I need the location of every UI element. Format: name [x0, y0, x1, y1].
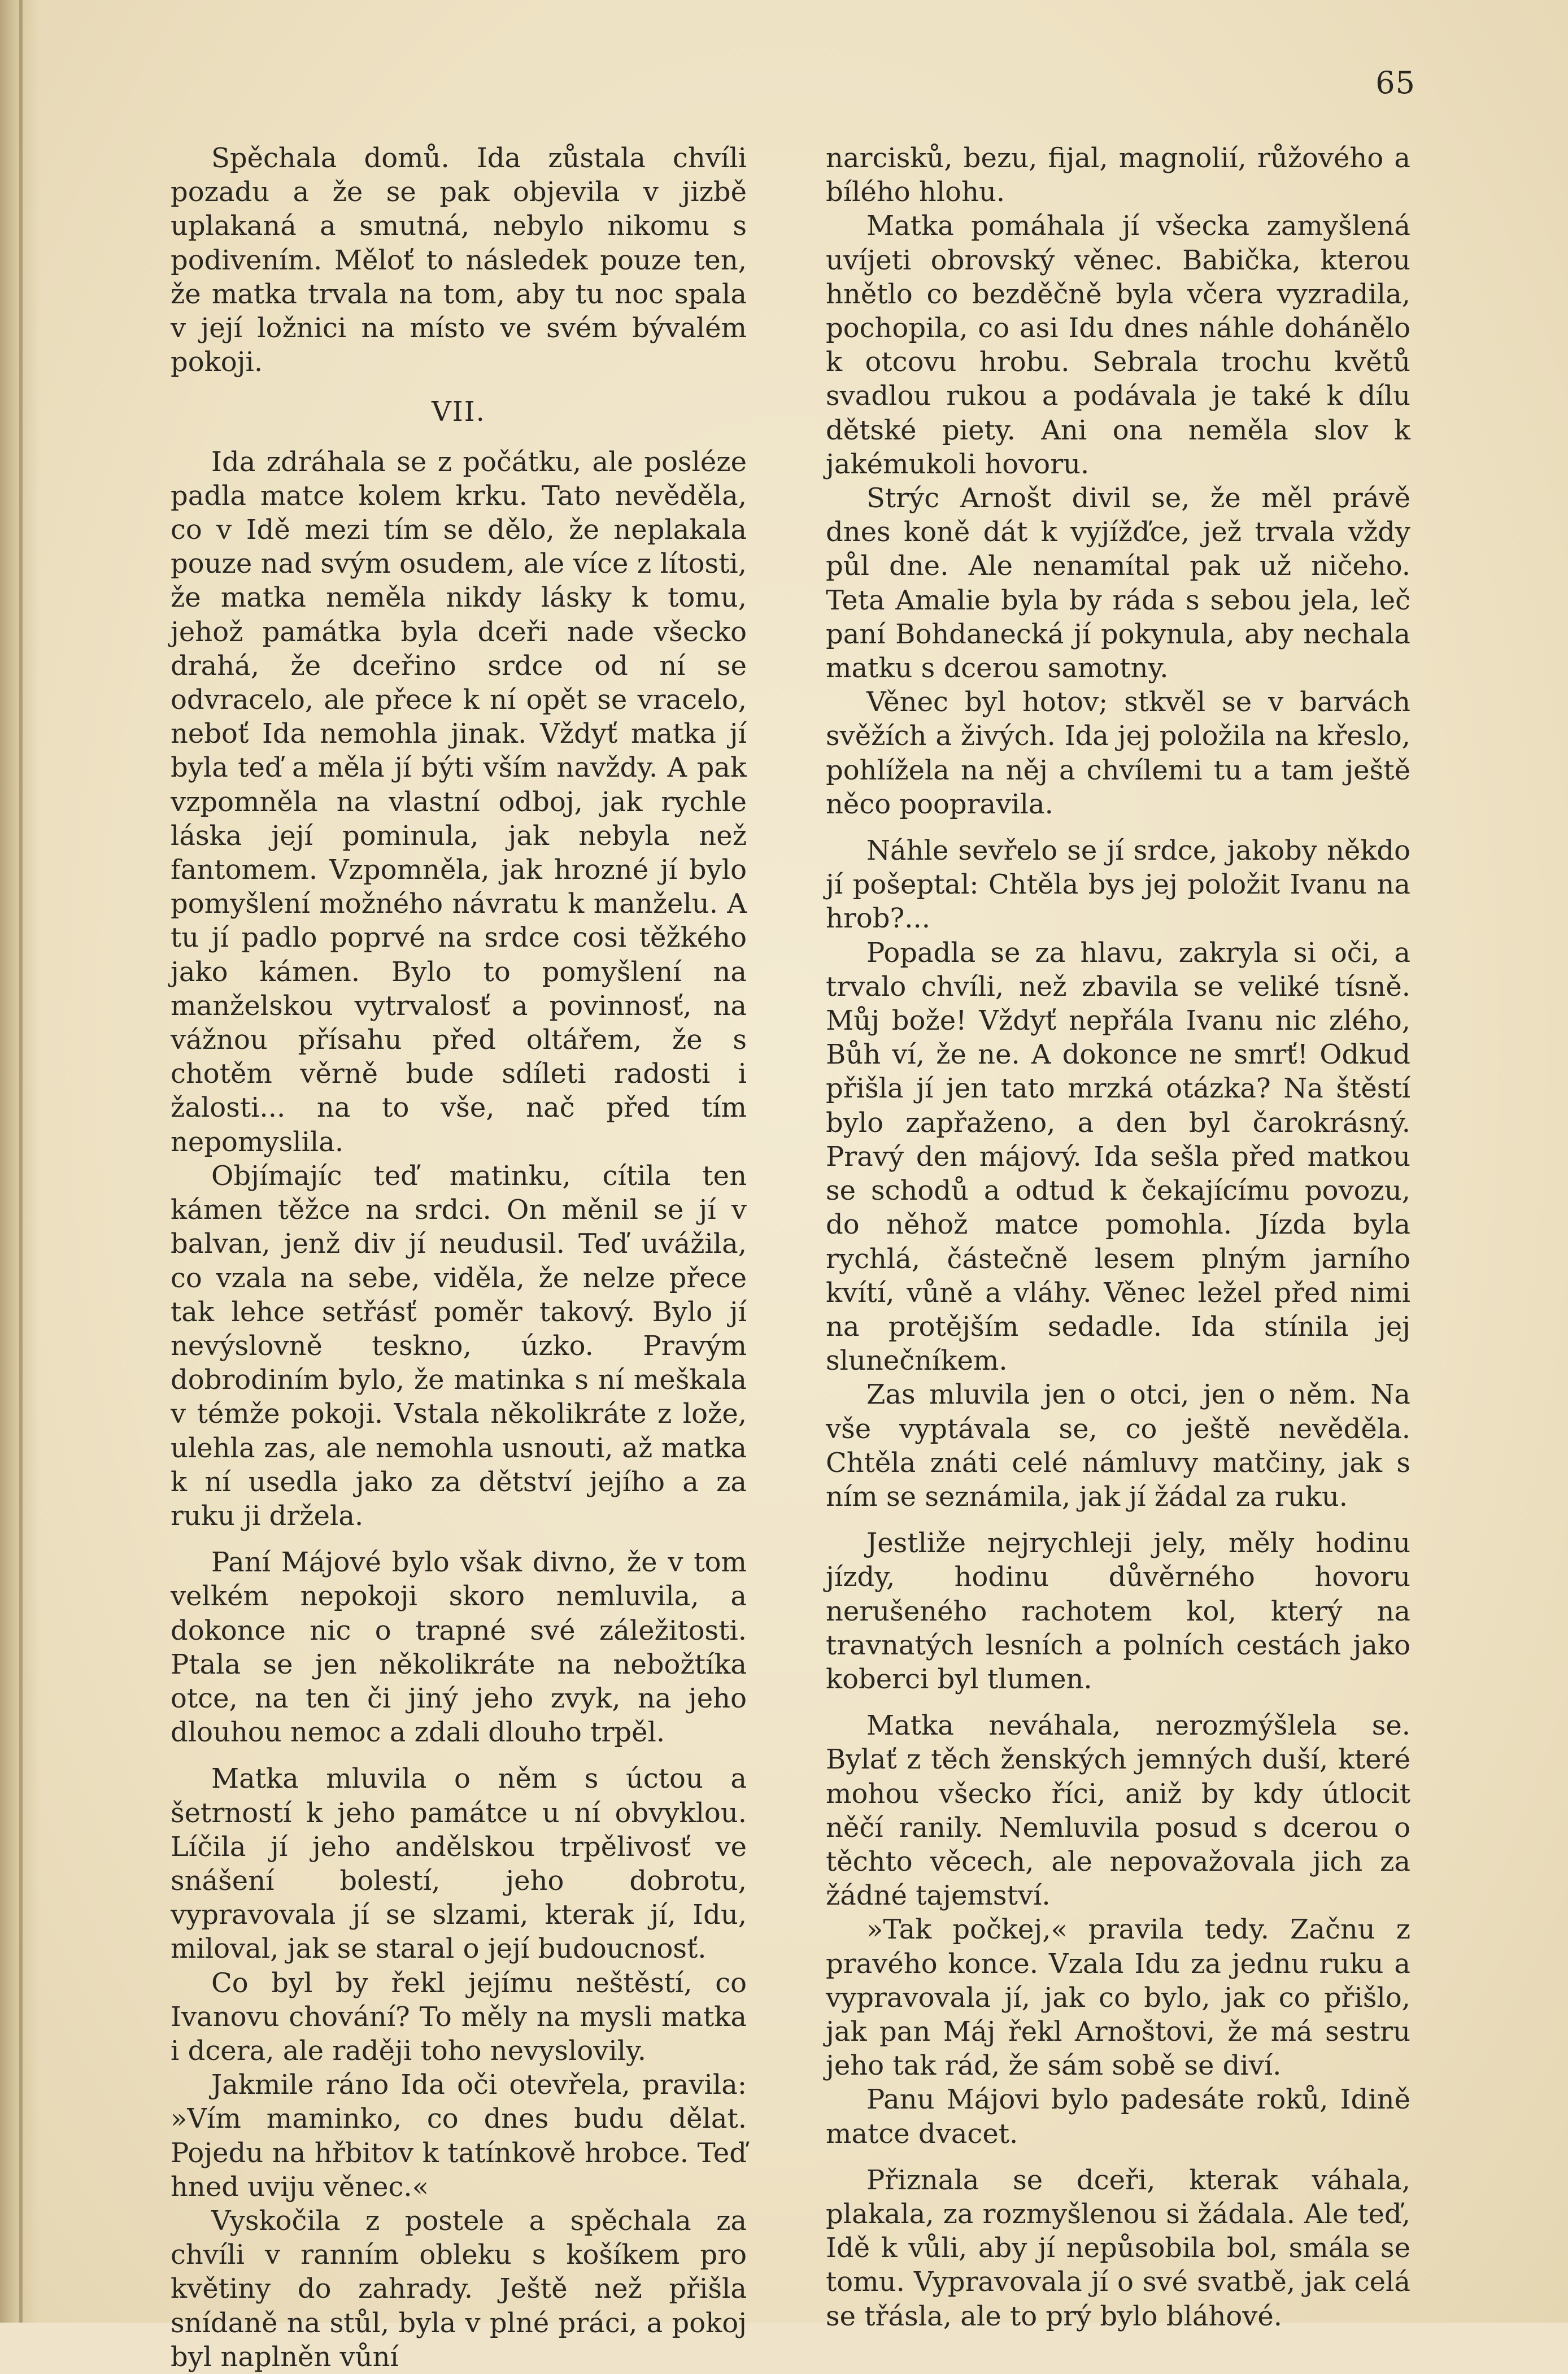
- chapter-heading: VII.: [432, 396, 486, 428]
- paragraph: Ida zdráhala se z počátku, ale posléze padla matce kolem krku. Tato nevěděla, co v Idě mezi tím se dělo, že neplakala pouze nad svým osudem, ale více z lítosti, že matka neměla nikdy lásky k tomu, jehož památka byla dceři nade všecko drahá, že dceřino srdce od ní se odvracelo, ale přece k ní opět se vracelo, neboť Ida nemohla jinak. Vždyť matka jí byla teď a měla jí býti vším navždy. A pak vzpomněla na vlastní odboj, jak rychle láska její pominula, jak nebyla než fantomem. Vzpomněla, jak hrozné jí bylo pomyšlení možného návratu k manželu. A tu jí padlo poprvé na srdce cosi těžkého jako kámen. Bylo to pomyšlení na manželskou vytrvalosť a povinnosť, na vážnou přísahu před oltářem, že s chotěm věrně bude sdíleti radosti i žalosti... na to vše, nač před tím nepomyslila.: [171, 446, 747, 1158]
- paragraph: Věnec byl hotov; stkvěl se v barvách svěžích a živých. Ida jej položila na křeslo, pohlížela na něj a chvílemi tu a tam ještě něco poopravila.: [826, 686, 1410, 820]
- paragraph: Strýc Arnošt divil se, že měl právě dnes koně dát k vyjížďce, jež trvala vždy půl dne. Ale nenamítal pak už ničeho. Teta Amalie byla by ráda s sebou jela, leč paní Bohdanecká jí pokynula, aby nechala matku s dcerou samotny.: [826, 482, 1410, 685]
- page-binding-line: [19, 0, 23, 2323]
- paragraph: Paní Májové bylo však divno, že v tom velkém nepokoji skoro nemluvila, a dokonce nic o trapné své záležitosti. Ptala se jen několikráte na nebožtíka otce, na ten či jiný jeho zvyk, na jeho dlouhou nemoc a zdali dlouho trpěl.: [171, 1547, 747, 1749]
- paragraph: Jestliže nejrychleji jely, měly hodinu jízdy, hodinu důvěrného hovoru nerušeného rachotem kol, který na travnatých lesních a polních cestách jako koberci byl tlumen.: [826, 1527, 1410, 1695]
- paragraph: Matka pomáhala jí všecka zamyšlená uvíjeti obrovský věnec. Babička, kterou hnětlo co bezděčně byla včera vyzradila, pochopila, co asi Idu dnes náhle dohánělo k otcovu hrobu. Sebrala trochu květů svadlou rukou a podávala je také k dílu dětské piety. Ani ona neměla slov k jakémukoli hovoru.: [826, 210, 1410, 480]
- paragraph: Náhle sevřelo se jí srdce, jakoby někdo jí pošeptal: Chtěla bys jej položit Ivanu na hrob?...: [826, 835, 1410, 935]
- paragraph: Spěchala domů. Ida zůstala chvíli pozadu a že se pak objevila v jizbě uplakaná a smutná, nebylo nikomu s podivením. Měloť to následek pouze ten, že matka trvala na tom, aby tu noc spala v její ložnici na místo ve svém bývalém pokoji.: [171, 142, 747, 378]
- paragraph: »Tak počkej,« pravila tedy. Začnu z pravého konce. Vzala Idu za jednu ruku a vypravovala jí, jak co bylo, jak co přišlo, jak pan Máj řekl Arnoštovi, že má sestru jeho tak rád, že sám sobě se diví.: [826, 1914, 1410, 2082]
- paragraph: Vyskočila z postele a spěchala za chvíli v ranním obleku s košíkem pro květiny do zahrady. Ještě než přišla snídaně na stůl, byla v plné práci, a pokoj byl naplněn vůní: [171, 2205, 747, 2373]
- paragraph: Objímajíc teď matinku, cítila ten kámen těžce na srdci. On měnil se jí v balvan, jenž div jí neudusil. Teď uvážila, co vzala na sebe, viděla, že nelze přece tak lehce setřásť poměr takový. Bylo jí nevýslovně teskno, úzko. Pravým dobrodiním bylo, že matinka s ní meškala v témže pokoji. Vstala několikráte z lože, ulehla zas, ale nemohla usnouti, až matka k ní usedla jako za dětství jejího a za ruku ji držela.: [171, 1160, 747, 1532]
- paragraph: Matka mluvila o něm s úctou a šetrností k jeho památce u ní obvyklou. Líčila jí jeho andělskou trpělivosť ve snášení bolestí, jeho dobrotu, vypravovala jí se slzami, kterak jí, Idu, miloval, jak se staral o její budoucnosť.: [171, 1763, 747, 1965]
- right-text-column: [826, 141, 1410, 2333]
- paragraph: Matka neváhala, nerozmýšlela se. Bylať z těch ženských jemných duší, které mohou všecko říci, aniž by kdy útlocit něčí ranily. Nemluvila posud s dcerou o těchto věcech, ale nepovažovala jich za žádné tajemství.: [826, 1710, 1410, 1912]
- paragraph: Panu Májovi bylo padesáte roků, Idině matce dvacet.: [826, 2084, 1410, 2150]
- left-text-column: [171, 141, 747, 2374]
- paragraph: Co byl by řekl jejímu neštěstí, co Ivanovu chování? To měly na mysli matka i dcera, ale raději toho nevyslovily.: [171, 1967, 747, 2067]
- paragraph: Popadla se za hlavu, zakryla si oči, a trvalo chvíli, než zbavila se veliké tísně. Můj bože! Vždyť nepřála Ivanu nic zlého, Bůh ví, že ne. A dokonce ne smrť! Odkud přišla jí jen tato mrzká otázka? Na štěstí bylo zapřaženo, a den byl čarokrásný. Pravý den májový. Ida sešla před matkou se schodů a odtud k čekajícímu povozu, do něhož matce pomohla. Jízda byla rychlá, částečně lesem plným jarního kvítí, vůně a vláhy. Věnec ležel před nimi na protějším sedadle. Ida stínila jej slunečníkem.: [826, 936, 1410, 1377]
- paragraph: Jakmile ráno Ida oči otevřela, pravila: »Vím maminko, co dnes budu dělat. Pojedu na hřbitov k tatínkově hrobce. Teď hned uviju věnec.«: [171, 2069, 747, 2203]
- page-number: 65: [1375, 65, 1415, 101]
- paragraph: Přiznala se dceři, kterak váhala, plakala, za rozmyšlenou si žádala. Ale teď, Idě k vůli, aby jí nepůsobila bol, smála se tomu. Vypravovala jí o své svatbě, jak celá se třásla, ale to prý bylo bláhové.: [826, 2164, 1410, 2332]
- paragraph-continuation: narcisků, bezu, fijal, magnolií, růžového a bílého hlohu.: [826, 142, 1410, 208]
- paragraph: Zas mluvila jen o otci, jen o něm. Na vše vyptávala se, co ještě nevěděla. Chtěla znáti celé námluvy matčiny, jak s ním se seznámila, jak jí žádal za ruku.: [826, 1379, 1410, 1513]
